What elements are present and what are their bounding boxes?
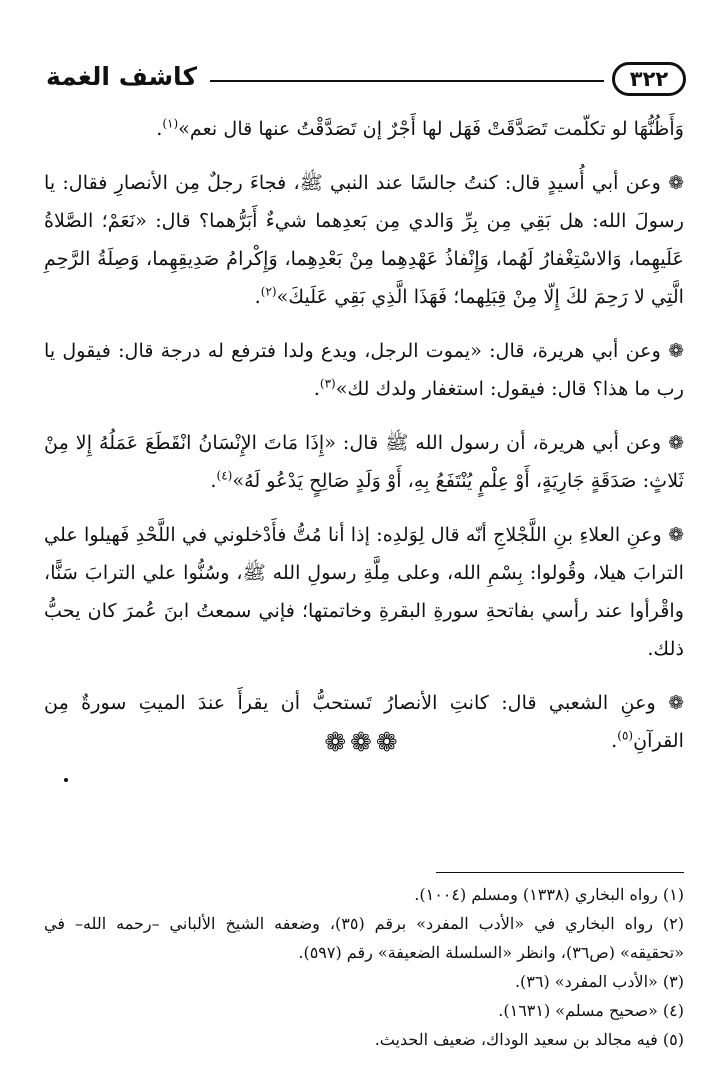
footnote-marker: (٢) xyxy=(260,284,277,299)
header-rule xyxy=(210,80,604,82)
paragraph-star-icon: ❁ xyxy=(668,340,684,362)
paragraph-hadith-abi-hurayra-2 xyxy=(44,424,684,500)
paragraph-punct: . xyxy=(313,377,320,400)
paragraph-hadith-abi-hurayra-1 xyxy=(44,332,684,408)
footnote-4: (٤) «صحيح مسلم» (١٦٣١). xyxy=(498,1001,684,1020)
footnote-2: (٢) رواه البخاري في «الأدب المفرد» برقم (٣٥)، وضعفه الشيخ الألباني –رحمه الله– في «تحقيقه» (ص٣٦)، وانظر «السلسلة الضعيفة» رقم (٥٩٧). xyxy=(44,914,685,962)
running-header xyxy=(40,56,686,102)
paragraph-text: وعن أبي هريرة، قال: «يموت الرجل، ويدع ولدا فترفع له درجة قال: فيقول يا رب ما هذا؟ قال: فيقول: استغفار ولدك لك» xyxy=(44,339,684,400)
footnotes xyxy=(44,880,684,1054)
paragraph-star-icon: ❁ xyxy=(668,692,684,714)
paragraph-star-icon: ❁ xyxy=(668,524,684,546)
footnote-marker: (٣) xyxy=(319,376,336,391)
paragraph-continued xyxy=(44,110,684,148)
paragraph-alaa-bin-lajlaj xyxy=(44,516,684,668)
book-title: كاشف الغمة xyxy=(46,62,197,91)
paragraph-punct: . xyxy=(611,729,618,752)
footnote-5: (٥) فيه مجالد بن سعيد الوداك، ضعيف الحديث. xyxy=(374,1030,684,1049)
footnote-rule xyxy=(436,872,684,873)
footnote-marker: (٥) xyxy=(617,728,634,743)
paragraph-punct: . xyxy=(210,469,217,492)
footnote-marker: (٤) xyxy=(216,468,233,483)
main-text xyxy=(44,110,684,760)
paragraph-text: وعن أبي هريرة، أن رسول الله ﷺ قال: «إِذَا مَاتَ الإِنْسَانُ انْقَطَعَ عَمَلُهُ إِلا مِنْ ثَلاثٍ: صَدَقَةٍ جَارِيَةٍ، أَوْ عِلْمٍ يُنْتَفَعُ بِهِ، أَوْ وَلَدٍ صَالِحٍ يَدْعُو لَهُ» xyxy=(44,431,684,492)
paragraph-punct: . xyxy=(156,117,163,140)
page-number: ٣٢٢ xyxy=(612,62,686,96)
section-ornament: ❁❁❁ xyxy=(324,728,402,758)
footnote-marker: (١) xyxy=(162,116,179,131)
footnote-3: (٣) «الأدب المفرد» (٣٦). xyxy=(514,972,684,991)
paragraph-star-icon: ❁ xyxy=(668,432,684,454)
footnote-1: (١) رواه البخاري (١٣٣٨) ومسلم (١٠٠٤). xyxy=(414,885,684,904)
paragraph-text: وعن أبي أُسيدٍ قال: كنتُ جالسًا عند النبي ﷺ، فجاءَ رجلٌ مِن الأنصارِ فقال: يا رسولَ الله: هل بَقِي مِن بِرِّ وَالدي مِن بَعدِهما شيءٌ أَبَرُّهما؟ قال: «نَعَمْ؛ الصَّلاةُ عَلَيهِما، وَالاسْتِغْفارُ لَهُما، وَإِنْفاذُ عَهْدِهِما مِنْ بَعْدِهِما، وَإِكْرامُ صَدِيقِهِما، وَصِلَةُ الرَّحِمِ الَّتِي لا رَحِمَ لكَ إِلّا مِنْ قِبَلِهما؛ فَهَذَا الَّذِي بَقِي عَلَيكَ» xyxy=(44,171,684,308)
paragraph-hadith-abi-usaid xyxy=(44,164,684,316)
paragraph-punct: . xyxy=(254,285,261,308)
stray-dot xyxy=(64,778,68,782)
paragraph-text: وعنِ العلاءِ بنِ اللَّجْلاجِ أنّه قال لِوَلدِه: إذا أنا مُتُّ فأَدْخلوني في اللَّحْدِ فَهيلوا علي الترابَ هيلا، وقُولوا: بِسْمِ الله، وعلى مِلَّةِ رسولِ الله ﷺ، وسُنُّوا علي الترابَ سَنًّا، واقْرأوا عند رأسي بفاتحةِ سورةِ البقرةِ وخاتمتها؛ فإني سمعتُ ابنَ عُمرَ كان يحبُّ ذلك. xyxy=(44,523,684,660)
paragraph-star-icon: ❁ xyxy=(668,172,684,194)
paragraph-text: وعنِ الشعبي قال: كانتِ الأنصارُ تَستحبُّ أن يقرأَ عندَ الميتِ سورةٌ مِن القرآنِ xyxy=(44,691,684,752)
paragraph-text: وَأَظُنُّهَا لو تكلّمت تَصَدَّقَتْ فَهَل لها أَجْرٌ إن تَصَدَّقْتُ عنها قال نعم» xyxy=(178,117,684,140)
